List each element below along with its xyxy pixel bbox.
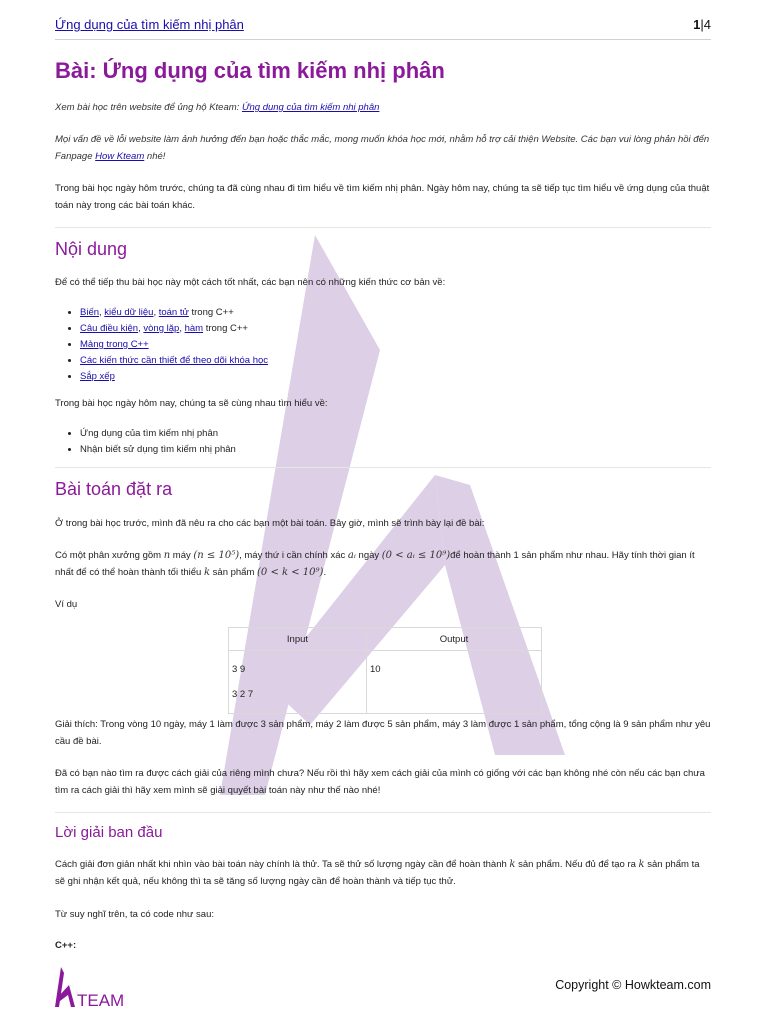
problem-statement: Có một phân xưởng gồm n máy (n ≤ 10⁵), máy thứ i cần chính xác aᵢ ngày (0 < aᵢ ≤ 10⁹)để hoàn thành 1 sản phẩm như nhau. Hãy tính thời gian ít nhất để có thể hoàn thành tối thiểu k sản phẩm (0 < k < 10⁹). <box>55 550 695 578</box>
kteam-logo-icon <box>55 965 145 1009</box>
problem-intro: Ở trong bài học trước, mình đã nêu ra cho các bạn một bài toán. Bây giờ, mình sẽ trình bày lại đề bài: <box>55 518 485 529</box>
heading-loi-giai: Lời giải ban đầu <box>55 824 163 841</box>
section-divider <box>55 227 711 228</box>
list-item <box>80 369 268 385</box>
solution-paragraph: Cách giải đơn giản nhất khi nhìn vào bài toán này chính là thử. Ta sẽ thử số lượng ngày cần để hoàn thành k sản phẩm. Nếu đủ để tạo ra k sản phẩm ta sẽ ghi nhận kết quả, nếu không thì ta sẽ tăng số lượng ngày cần để hoàn thành và tiếp tục thử. <box>55 859 700 887</box>
kteam-logo <box>55 965 145 1014</box>
prereq-list <box>55 305 268 385</box>
page-footer <box>0 960 768 1020</box>
table-header-input: Input <box>229 628 367 651</box>
link-ham[interactable]: hàm <box>184 323 204 334</box>
table-cell-input: 3 9 3 2 7 <box>229 651 367 714</box>
link-sap-xep[interactable]: Sắp xếp <box>80 371 115 382</box>
link-kien-thuc-can-thiet[interactable]: Các kiến thức cần thiết để theo dõi khóa học <box>80 355 269 366</box>
link-cau-dieu-kien[interactable]: Câu điều kiện <box>80 323 139 334</box>
table-cell-output: 10 <box>367 651 542 714</box>
heading-bai-toan: Bài toán đặt ra <box>55 479 173 499</box>
heading-noi-dung: Nội dung <box>55 239 128 259</box>
prereq-lead: Để có thể tiếp thu bài học này một cách tốt nhất, các bạn nên có những kiến thức cơ bản về: <box>55 277 446 288</box>
copyright-text: Copyright © Howkteam.com <box>555 978 711 992</box>
list-item: • Câu điều kiện, vòng lặp, hàm trong C++ <box>80 321 268 337</box>
link-mang[interactable]: Mảng trong C++ <box>80 339 149 350</box>
explanation-paragraph: Giải thích: Trong vòng 10 ngày, máy 1 làm được 3 sản phẩm, máy 2 làm được 5 sản phẩm, máy 3 làm được 1 sản phẩm, tổng cộng là 9 sản phẩm như yêu cầu đề bài. <box>55 719 711 747</box>
list-item <box>80 353 268 369</box>
page-number: 1|4 <box>693 17 711 32</box>
fanpage-link[interactable]: How Kteam <box>95 151 145 162</box>
link-vong-lap[interactable]: vòng lặp <box>143 323 180 334</box>
link-bien[interactable]: Biến <box>80 307 100 318</box>
header-lesson-link[interactable]: Ứng dụng của tìm kiếm nhị phân <box>55 17 244 32</box>
list-item: • Nhận biết sử dụng tìm kiếm nhị phân <box>80 442 236 458</box>
section-divider <box>55 812 711 813</box>
example-table <box>228 627 542 714</box>
list-item <box>80 337 268 353</box>
challenge-paragraph: Đã có bạn nào tìm ra được cách giải của riêng mình chưa? Nếu rồi thì hãy xem cách giải của mình có giống với các bạn không nhé còn nếu các bạn chưa tìm ra cách giải thì hãy xem mình sẽ giải quyết bài toán này như thế nào nhé! <box>55 768 705 796</box>
page-title: Bài: Ứng dụng của tìm kiếm nhị phân <box>55 58 445 83</box>
code-lead: Từ suy nghĩ trên, ta có code như sau: <box>55 909 214 920</box>
svg-text:TEAM: TEAM <box>77 991 125 1009</box>
support-link[interactable]: Ứng dụng của tìm kiếm nhị phân <box>241 102 380 113</box>
table-header-output: Output <box>367 628 542 651</box>
topics-lead: Trong bài học ngày hôm nay, chúng ta sẽ cùng nhau tìm hiểu về: <box>55 398 328 409</box>
example-label: Ví dụ <box>55 599 78 610</box>
list-item: • Biến, kiểu dữ liệu, toán tử trong C++ <box>80 305 268 321</box>
feedback-paragraph: Mọi vấn đề về lỗi website làm ảnh hưởng đến bạn hoặc thắc mắc, mong muốn khóa học mới, nhằm hỗ trợ cải thiện Website. Các bạn vui lòng phản hồi đến Fanpage How Kteam nhé! <box>55 134 710 162</box>
list-item: • Ứng dụng của tìm kiếm nhị phân <box>80 426 236 442</box>
link-toan-tu[interactable]: toán tử <box>158 307 189 318</box>
link-kieu-du-lieu[interactable]: kiểu dữ liệu <box>104 307 154 318</box>
page-header <box>55 17 711 37</box>
intro-paragraph: Trong bài học ngày hôm trước, chúng ta đã cùng nhau đi tìm hiểu về tìm kiếm nhị phân. Ngày hôm nay, chúng ta sẽ tiếp tục tìm hiểu về ứng dụng của thuật toán này trong các bài toán khác. <box>55 183 710 211</box>
topics-list <box>55 426 236 458</box>
header-divider <box>55 39 711 40</box>
language-label: C++: <box>55 940 77 951</box>
section-divider <box>55 467 711 468</box>
support-line: Xem bài học trên website để ủng hộ Kteam: Ứng dụng của tìm kiếm nhị phân <box>55 102 380 113</box>
